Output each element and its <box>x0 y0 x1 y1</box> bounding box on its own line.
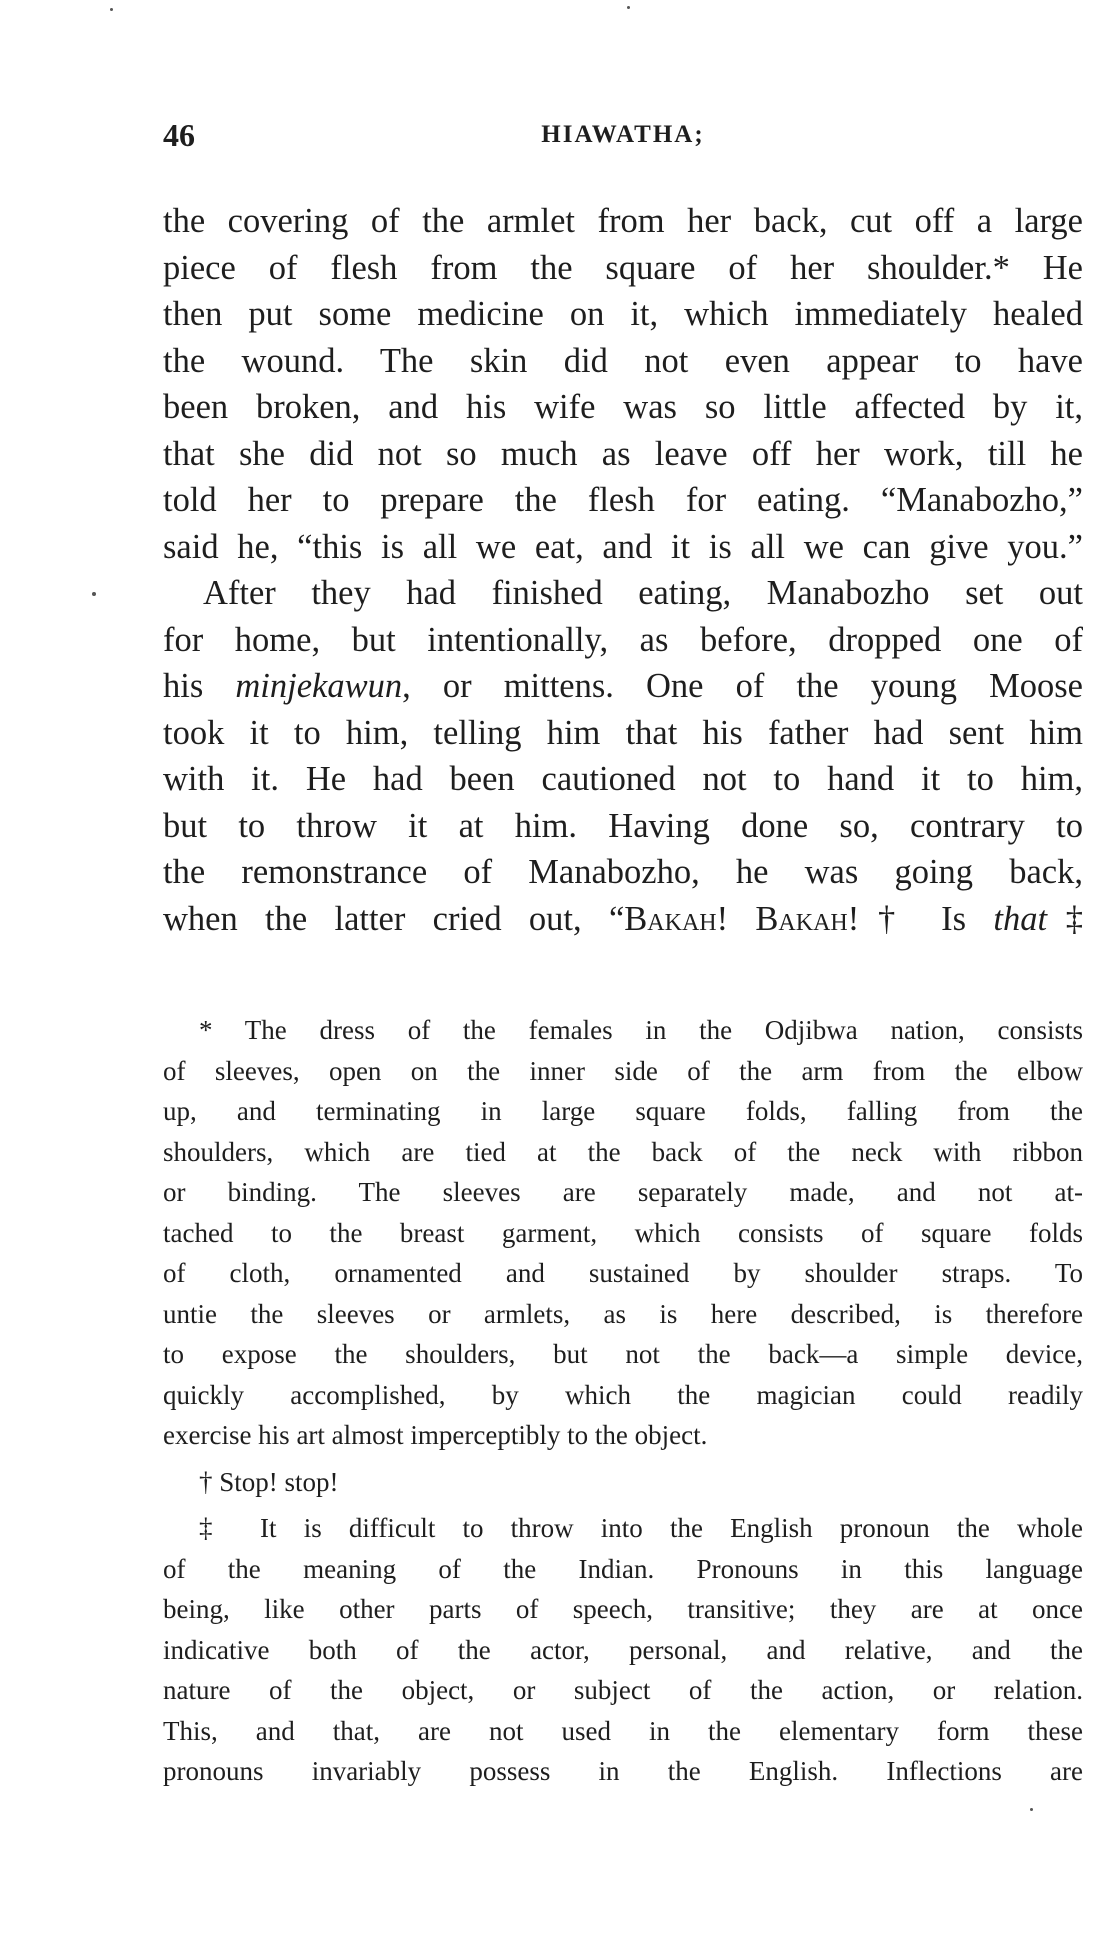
footnote-line: of sleeves, open on the inner side of the arm from the elbow <box>163 1055 1083 1086</box>
body-line <box>163 663 1083 710</box>
footnote-line: tached to the breast garment, which consists of square folds <box>163 1217 1083 1248</box>
footnote-line: or binding. The sleeves are separately made, and not at- <box>163 1177 1083 1207</box>
text-run: ! <box>716 899 756 938</box>
body-line: then put some medicine on it, which immediately healed <box>163 295 1083 333</box>
footnote-line: to expose the shoulders, but not the back—a simple device, <box>163 1339 1083 1369</box>
body-line: piece of flesh from the square of her shoulder.* He <box>163 248 1083 287</box>
page-header <box>163 110 1083 160</box>
body-line: the remonstrance of Manabozho, he was going back, <box>163 853 1083 891</box>
body-line: been broken, and his wife was so little affected by it, <box>163 388 1083 426</box>
footnote-line: exercise his art almost imperceptibly to the object. <box>163 1420 708 1450</box>
footnote-line: † Stop! stop! <box>199 1466 339 1497</box>
footnote-line: ‡ It is difficult to throw into the English pronoun the whole <box>199 1513 1083 1543</box>
text-run: !† Is <box>847 899 994 938</box>
body-line: for home, but intentionally, as before, dropped one of <box>163 620 1083 659</box>
footnote-line: * The dress of the females in the Odjibwa nation, consists <box>199 1015 1083 1045</box>
body-line: After they had finished eating, Manabozho set out <box>203 574 1083 612</box>
footnote-line: being, like other parts of speech, transitive; they are at once <box>163 1594 1083 1624</box>
footnotes <box>163 1010 1083 1792</box>
body-line: told her to prepare the flesh for eating. “Manabozho,” <box>163 481 1083 519</box>
body-line: the wound. The skin did not even appear to have <box>163 341 1083 380</box>
footnote-line: pronouns invariably possess in the English. Inflections are <box>163 1756 1083 1786</box>
footnote-line: indicative both of the actor, personal, and relative, and the <box>163 1634 1083 1665</box>
footnote-line: shoulders, which are tied at the back of the neck with ribbon <box>163 1136 1083 1167</box>
scan-speck <box>627 6 630 9</box>
footnote-line: quickly accomplished, by which the magician could readily <box>163 1379 1083 1410</box>
footnote-line: untie the sleeves or armlets, as is here described, is therefore <box>163 1298 1083 1329</box>
footnote-line: up, and terminating in large square folds, falling from the <box>163 1096 1083 1126</box>
small-caps-word: Bakah <box>755 899 848 938</box>
footnote-mark: ‡ <box>1047 899 1084 938</box>
text-run: his <box>163 667 236 705</box>
text-run: when the latter cried out, “ <box>163 899 625 938</box>
scan-speck <box>1030 1808 1033 1811</box>
body-line: with it. He had been cautioned not to hand it to him, <box>163 760 1083 798</box>
body-line <box>163 896 1083 943</box>
text-run: , or mittens. One of the young Moose <box>402 667 1083 705</box>
body-text <box>163 198 1083 942</box>
italic-word: that <box>993 899 1048 938</box>
footnote-line: This, and that, are not used in the elementary form these <box>163 1715 1083 1746</box>
italic-word: minjekawun <box>235 667 403 705</box>
footnote-line: nature of the object, or subject of the action, or relation. <box>163 1675 1083 1705</box>
body-line: said he, “this is all we eat, and it is all we can give you.” <box>163 527 1083 566</box>
body-line: that she did not so much as leave off her work, till he <box>163 434 1083 473</box>
body-line: took it to him, telling him that his father had sent him <box>163 713 1083 752</box>
body-line: the covering of the armlet from her back, cut off a large <box>163 202 1083 240</box>
footnote-line: of cloth, ornamented and sustained by shoulder straps. To <box>163 1258 1083 1288</box>
body-line: but to throw it at him. Having done so, contrary to <box>163 806 1083 845</box>
page-number: 46 <box>163 117 195 153</box>
running-head: HIAWATHA; <box>541 121 705 148</box>
scan-speck <box>110 8 113 11</box>
scan-speck <box>92 592 96 596</box>
footnote-line: of the meaning of the Indian. Pronouns in this language <box>163 1553 1083 1584</box>
small-caps-word: Bakah <box>624 899 717 938</box>
